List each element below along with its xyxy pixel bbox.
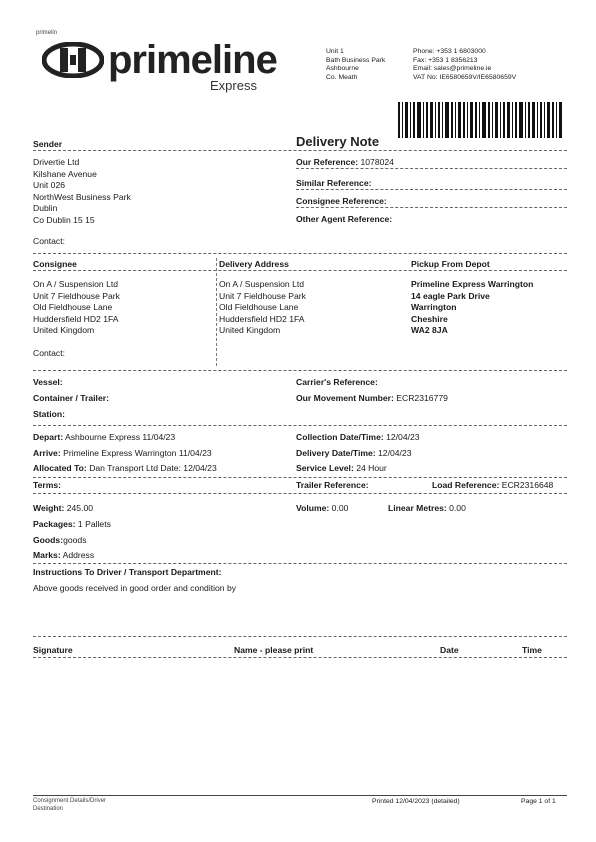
our-reference-value: 1078024 <box>360 157 394 167</box>
pickup-depot-address <box>411 279 533 337</box>
container-label: Container / Trailer: <box>33 393 109 403</box>
weight-row <box>33 503 93 513</box>
divider <box>33 657 567 658</box>
sender-line: Co Dublin 15 15 <box>33 214 95 225</box>
goods-value: goods <box>63 535 87 545</box>
sender-line: NorthWest Business Park <box>33 191 131 202</box>
divider <box>33 477 567 478</box>
delivery-line: On A / Suspension Ltd <box>219 279 305 289</box>
station-label: Station: <box>33 409 65 419</box>
delivery-date-label: Delivery Date/Time: <box>296 448 376 458</box>
collection-row <box>296 432 420 442</box>
company-contact-line: Email: sales@primeline.ie <box>413 65 492 72</box>
delivery-line: Unit 7 Fieldhouse Park <box>219 290 306 301</box>
company-contact-line: Fax: +353 1 8356213 <box>413 56 478 64</box>
volume-value: 0.00 <box>331 503 349 513</box>
delivery-address <box>219 279 306 337</box>
marks-label: Marks: <box>33 550 61 560</box>
depart-label: Depart: <box>33 432 64 442</box>
company-contact-line: Phone: +353 1 6803000 <box>413 48 486 55</box>
linear-metres-label: Linear Metres: <box>388 503 447 513</box>
volume-label: Volume: <box>296 503 330 513</box>
footer-left-line: Destination <box>33 805 64 812</box>
pickup-line: WA2 8JA <box>411 325 448 336</box>
name-print-label: Name - please print <box>234 645 314 655</box>
weight-value: 245.00 <box>66 503 94 513</box>
goods-row <box>33 535 87 545</box>
time-label: Time <box>522 645 542 655</box>
signature-label: Signature <box>33 645 73 655</box>
consignee-line: On A / Suspension Ltd <box>33 279 119 289</box>
divider <box>33 425 567 426</box>
pickup-depot-heading: Pickup From Depot <box>411 259 490 269</box>
linear-metres-row <box>388 503 466 513</box>
movement-number-value: ECR2316779 <box>396 393 448 403</box>
sender-address <box>33 157 131 227</box>
depart-row <box>33 432 175 442</box>
movement-number-label: Our Movement Number: <box>296 393 394 403</box>
divider <box>296 168 567 169</box>
company-address-line: Ashbourne <box>326 65 359 72</box>
linear-metres-value: 0.00 <box>449 503 466 513</box>
consignee-line: Unit 7 Fieldhouse Park <box>33 290 120 301</box>
load-reference-value: ECR2316648 <box>501 480 554 490</box>
weight-label: Weight: <box>33 503 65 513</box>
delivery-line: Old Fieldhouse Lane <box>219 302 299 313</box>
company-address-line: Unit 1 <box>326 48 344 55</box>
sender-line: Unit 026 <box>33 180 66 191</box>
depart-value: Ashbourne Express 11/04/23 <box>65 432 176 442</box>
movement-number <box>296 393 448 403</box>
our-reference <box>296 157 394 167</box>
similar-reference-label: Similar Reference: <box>296 178 372 188</box>
consignee-heading: Consignee <box>33 259 77 269</box>
goods-label: Goods: <box>33 535 64 545</box>
company-contact <box>413 48 516 82</box>
instructions-heading: Instructions To Driver / Transport Department: <box>33 567 222 577</box>
divider <box>296 207 567 208</box>
packages-label: Packages: <box>33 519 76 529</box>
other-agent-reference-label: Other Agent Reference: <box>296 214 393 224</box>
arrive-row <box>33 448 212 458</box>
top-left-mark: primelin <box>36 30 58 36</box>
pickup-line: 14 eagle Park Drive <box>411 290 490 301</box>
company-address <box>326 48 385 82</box>
pickup-line: Cheshire <box>411 313 448 324</box>
footer-left <box>33 798 106 813</box>
consignee-line: Old Fieldhouse Lane <box>33 302 113 313</box>
consignee-address <box>33 279 120 337</box>
divider <box>33 493 567 494</box>
packages-row <box>33 519 111 529</box>
footer-rule <box>33 795 567 796</box>
allocated-value: Dan Transport Ltd Date: 12/04/23 <box>89 463 217 473</box>
footer-page: Page 1 of 1 <box>521 798 556 805</box>
allocated-row <box>33 463 217 473</box>
arrive-label: Arrive: <box>33 448 61 458</box>
divider <box>33 563 567 564</box>
signature-line <box>33 636 567 637</box>
sender-line: Dublin <box>33 203 58 214</box>
date-label: Date <box>440 645 459 655</box>
sender-contact-label: Contact: <box>33 236 66 246</box>
delivery-line: Huddersfield HD2 1FA <box>219 313 305 324</box>
delivery-date-row <box>296 448 411 458</box>
collection-value: 12/04/23 <box>386 432 420 442</box>
delivery-line: United Kingdom <box>219 325 281 336</box>
service-level-row <box>296 463 387 473</box>
divider <box>33 150 567 151</box>
company-address-line: Co. Meath <box>326 73 358 81</box>
allocated-label: Allocated To: <box>33 463 87 473</box>
consignee-reference-label: Consignee Reference: <box>296 196 387 206</box>
service-level-label: Service Level: <box>296 463 354 473</box>
company-logo-subtext: Express <box>210 78 257 93</box>
company-contact-line: VAT No: IE6580659V/IE6580659V <box>413 73 517 81</box>
load-reference-label: Load Reference: <box>432 480 500 490</box>
packages-value: 1 Pallets <box>77 519 111 529</box>
sender-line: Drivertie Ltd <box>33 157 80 167</box>
marks-row <box>33 550 94 560</box>
pickup-line: Warrington <box>411 302 457 313</box>
document-title: Delivery Note <box>296 134 380 149</box>
marks-value: Address <box>62 550 95 560</box>
pickup-line: Primeline Express Warrington <box>411 279 534 289</box>
sender-line: Kilshane Avenue <box>33 168 97 179</box>
our-reference-label: Our Reference: <box>296 157 359 167</box>
delivery-date-value: 12/04/23 <box>378 448 412 458</box>
footer-printed: Printed 12/04/2023 (detailed) <box>372 798 460 805</box>
company-address-line: Bath Business Park <box>326 56 386 64</box>
service-level-value: 24 Hour <box>356 463 387 473</box>
load-reference <box>432 480 553 490</box>
collection-label: Collection Date/Time: <box>296 432 384 442</box>
company-logo-text: primeline <box>108 38 277 82</box>
barcode-image <box>398 102 564 138</box>
terms-label: Terms: <box>33 480 62 490</box>
delivery-address-heading: Delivery Address <box>219 259 289 269</box>
consignee-contact-label: Contact: <box>33 348 66 358</box>
company-logo-icon <box>42 42 104 78</box>
volume-row <box>296 503 348 513</box>
divider <box>33 270 567 271</box>
divider <box>33 253 567 254</box>
carriers-reference-label: Carrier's Reference: <box>296 377 378 387</box>
footer-left-line: Consignment Details/Driver <box>33 798 107 804</box>
divider <box>33 370 567 371</box>
column-divider <box>216 258 217 366</box>
arrive-value: Primeline Express Warrington 11/04/23 <box>63 448 212 458</box>
consignee-line: United Kingdom <box>33 325 95 336</box>
divider <box>296 189 567 190</box>
instructions-text: Above goods received in good order and condition by <box>33 583 237 593</box>
sender-heading: Sender <box>33 139 63 149</box>
consignee-line: Huddersfield HD2 1FA <box>33 313 119 324</box>
vessel-label: Vessel: <box>33 377 63 387</box>
trailer-reference-label: Trailer Reference: <box>296 480 369 490</box>
